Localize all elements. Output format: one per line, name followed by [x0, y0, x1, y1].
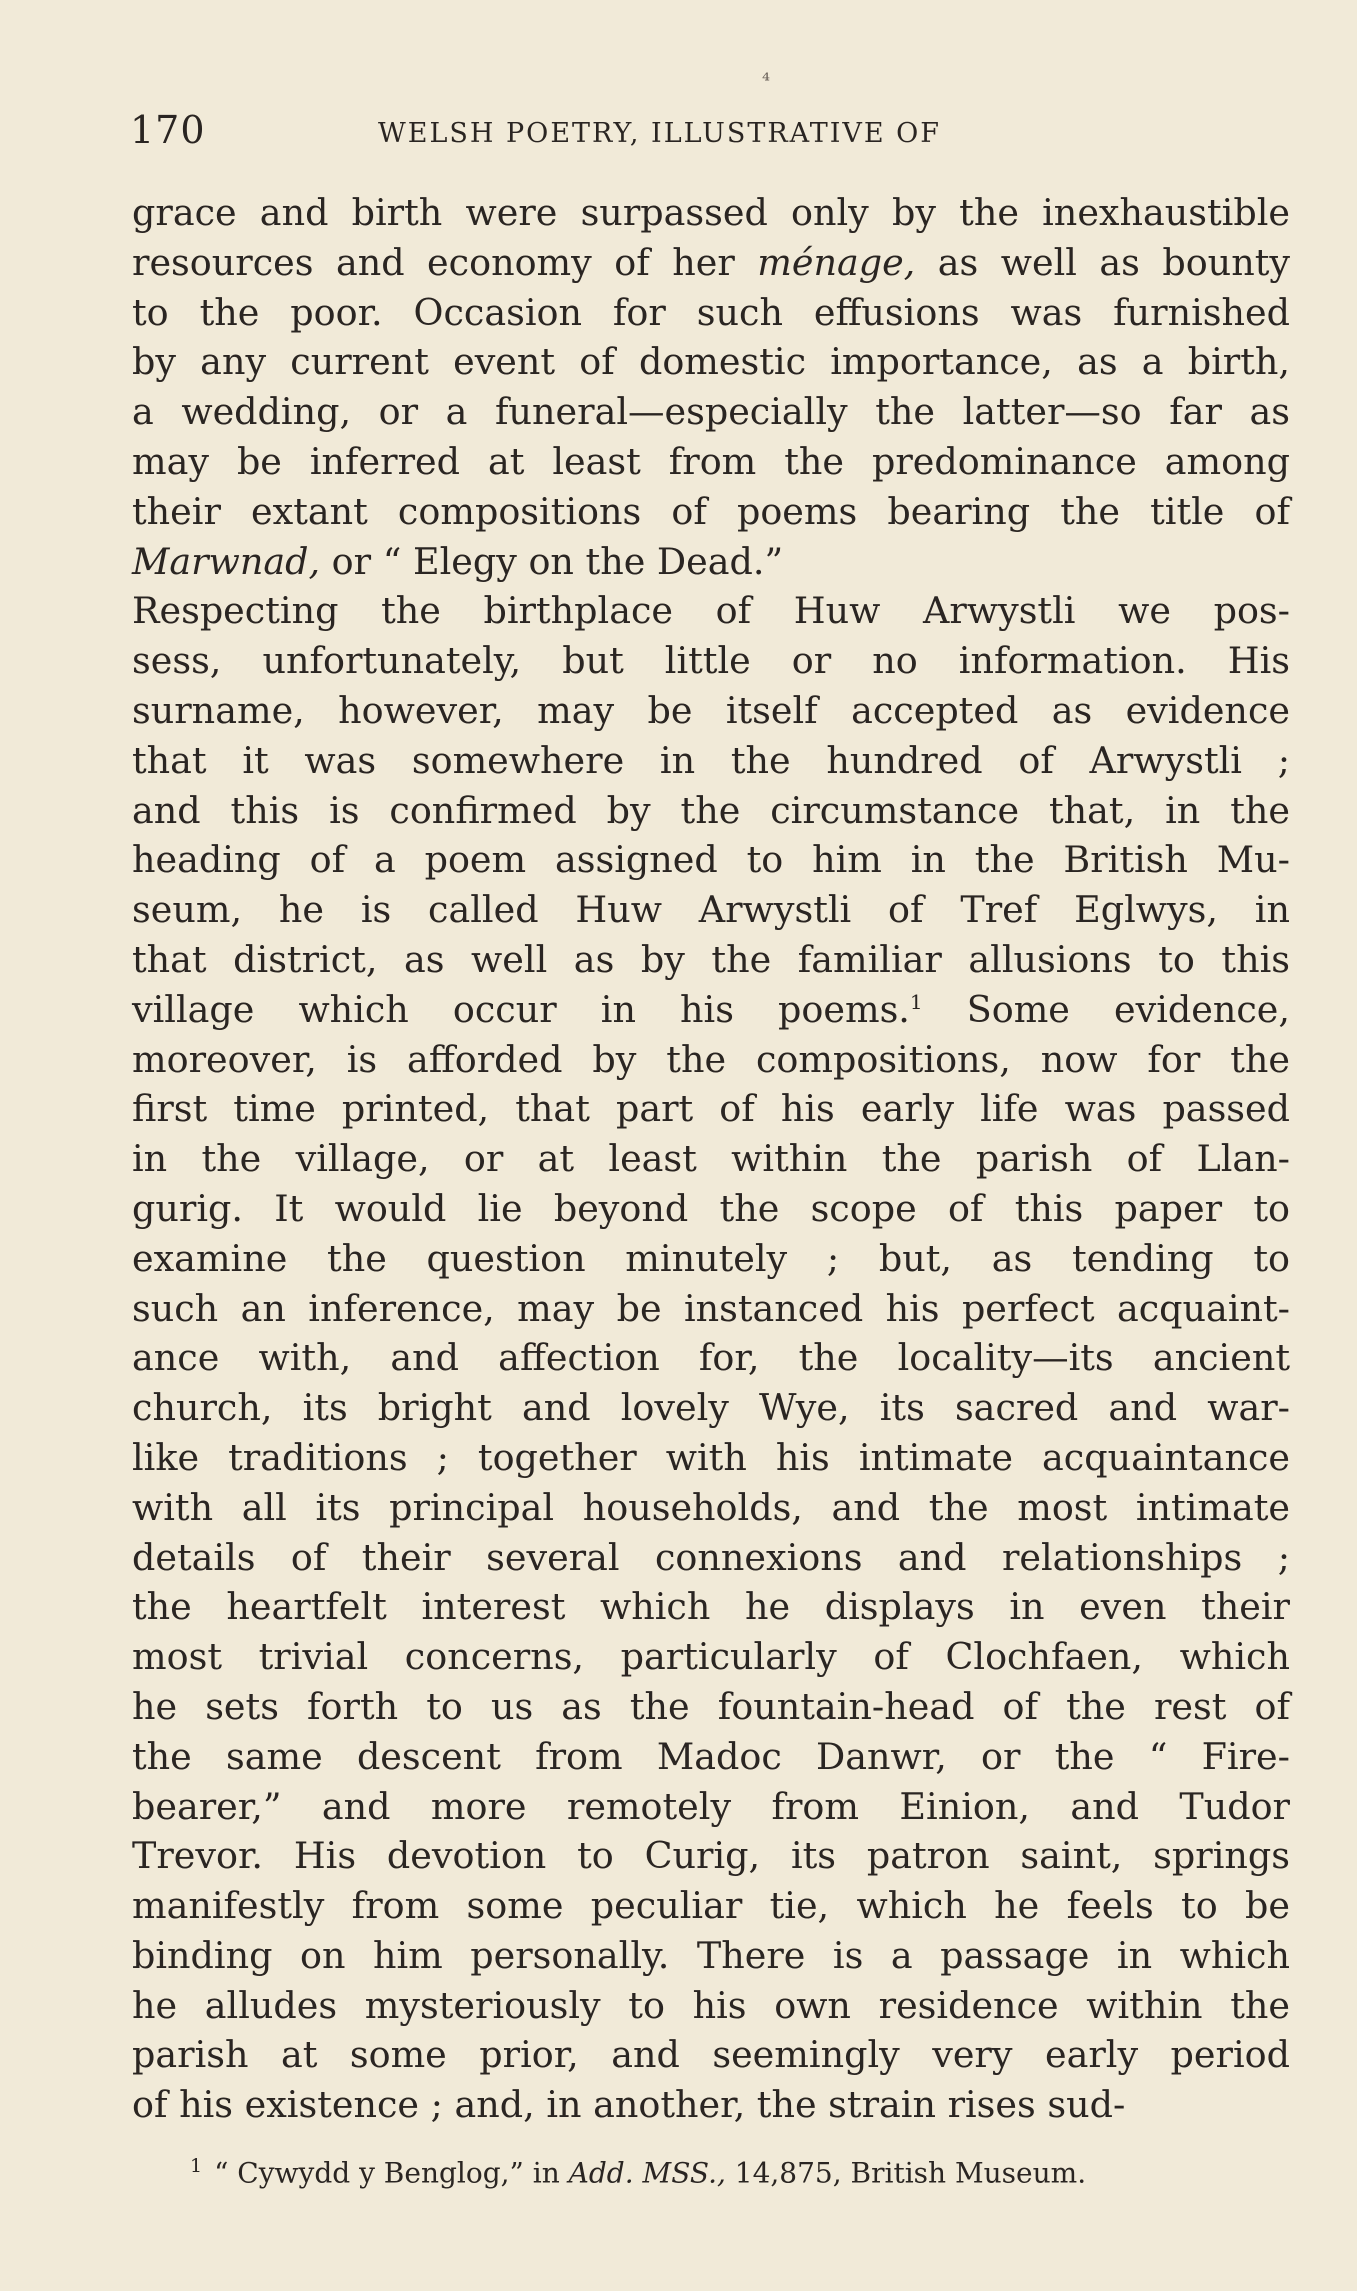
text-line: the heartfelt interest which he displays in even their — [132, 1585, 1290, 1629]
text-line: of his existence ; and, in another, the strain rises sud- — [132, 2083, 1126, 2127]
text-segment: as well as bounty — [915, 240, 1290, 284]
text-line: to the poor. Occasion for such effusions was furnished — [132, 290, 1290, 334]
italic-text: ménage, — [757, 240, 916, 284]
text-line: examine the question minutely ; but, as tending to — [132, 1236, 1290, 1280]
text-segment: Some evidence, — [922, 987, 1290, 1031]
text-line: seum, he is called Huw Arwystli of Tref Eglwys, in — [132, 888, 1290, 932]
text-segment: village which occur in his poems. — [132, 987, 910, 1031]
text-line — [132, 985, 1290, 1035]
italic-text: Marwnad, — [132, 539, 321, 583]
page-header — [130, 108, 1280, 158]
text-line: in the village, or at least within the parish of Llan- — [132, 1137, 1290, 1181]
page-number: 170 — [130, 108, 206, 152]
text-line — [132, 537, 1290, 587]
text-line: a wedding, or a funeral—especially the latter—so far as — [132, 390, 1290, 434]
text-line: bearer,” and more remotely from Einion, and Tudor — [132, 1784, 1290, 1828]
print-speck: ⁴ — [762, 68, 771, 92]
text-line: manifestly from some peculiar tie, which he feels to be — [132, 1884, 1290, 1928]
text-line: he sets forth to us as the fountain-head of the rest of — [132, 1684, 1290, 1728]
text-line: with all its principal households, and the most intimate — [132, 1485, 1290, 1529]
text-line: that district, as well as by the familiar allusions to this — [132, 937, 1290, 981]
text-line: the same descent from Madoc Danwr, or the “ Fire- — [132, 1734, 1290, 1778]
text-segment: or “ Elegy on the Dead.” — [320, 539, 784, 583]
text-segment: 14,875, British Museum. — [725, 2156, 1087, 2190]
text-segment: “ Cywydd y Benglog,” in — [214, 2156, 569, 2190]
text-line: by any current event of domestic importance, as a birth, — [132, 340, 1290, 384]
text-line: first time printed, that part of his early life was passed — [132, 1087, 1290, 1131]
text-line: and this is confirmed by the circumstance that, in the — [132, 788, 1290, 832]
running-title: WELSH POETRY, ILLUSTRATIVE OF — [378, 118, 942, 149]
text-line: Trevor. His devotion to Curig, its patron saint, springs — [132, 1834, 1290, 1878]
text-line: surname, however, may be itself accepted as evidence — [132, 688, 1290, 732]
text-line: church, its bright and lovely Wye, its sacred and war- — [132, 1386, 1290, 1430]
text-line: sess, unfortunately, but little or no information. His — [132, 639, 1290, 683]
text-line: such an inference, may be instanced his perfect acquaint- — [132, 1286, 1290, 1330]
text-segment: resources and economy of her — [132, 240, 758, 284]
text-line: parish at some prior, and seemingly very early period — [132, 2033, 1290, 2077]
text-line: that it was somewhere in the hundred of Arwystli ; — [132, 738, 1290, 782]
body-text — [132, 188, 1290, 2130]
italic-text: Add. MSS., — [568, 2156, 726, 2190]
text-line: ance with, and affection for, the locality—its ancient — [132, 1336, 1290, 1380]
text-line: binding on him personally. There is a passage in which — [132, 1933, 1290, 1977]
footnote-reference: 1 — [909, 989, 923, 1014]
text-line: heading of a poem assigned to him in the British Mu- — [132, 838, 1290, 882]
text-line: their extant compositions of poems bearing the title of — [132, 489, 1290, 533]
footnote-mark: 1 — [190, 2155, 203, 2177]
text-line: Respecting the birthplace of Huw Arwystli we pos- — [132, 589, 1290, 633]
text-line: he alludes mysteriously to his own residence within the — [132, 1983, 1290, 2027]
text-line: details of their several connexions and relationships ; — [132, 1535, 1290, 1579]
text-line: may be inferred at least from the predominance among — [132, 439, 1290, 483]
text-line: grace and birth were surpassed only by the inexhaustible — [132, 191, 1290, 234]
text-line: moreover, is afforded by the compositions, now for the — [132, 1037, 1290, 1081]
text-line: like traditions ; together with his intimate acquaintance — [132, 1435, 1290, 1479]
text-line: gurig. It would lie beyond the scope of this paper to — [132, 1186, 1290, 1230]
footnote — [190, 2155, 1300, 2189]
text-line: most trivial concerns, particularly of Clochfaen, which — [132, 1635, 1290, 1679]
text-line — [132, 238, 1290, 288]
